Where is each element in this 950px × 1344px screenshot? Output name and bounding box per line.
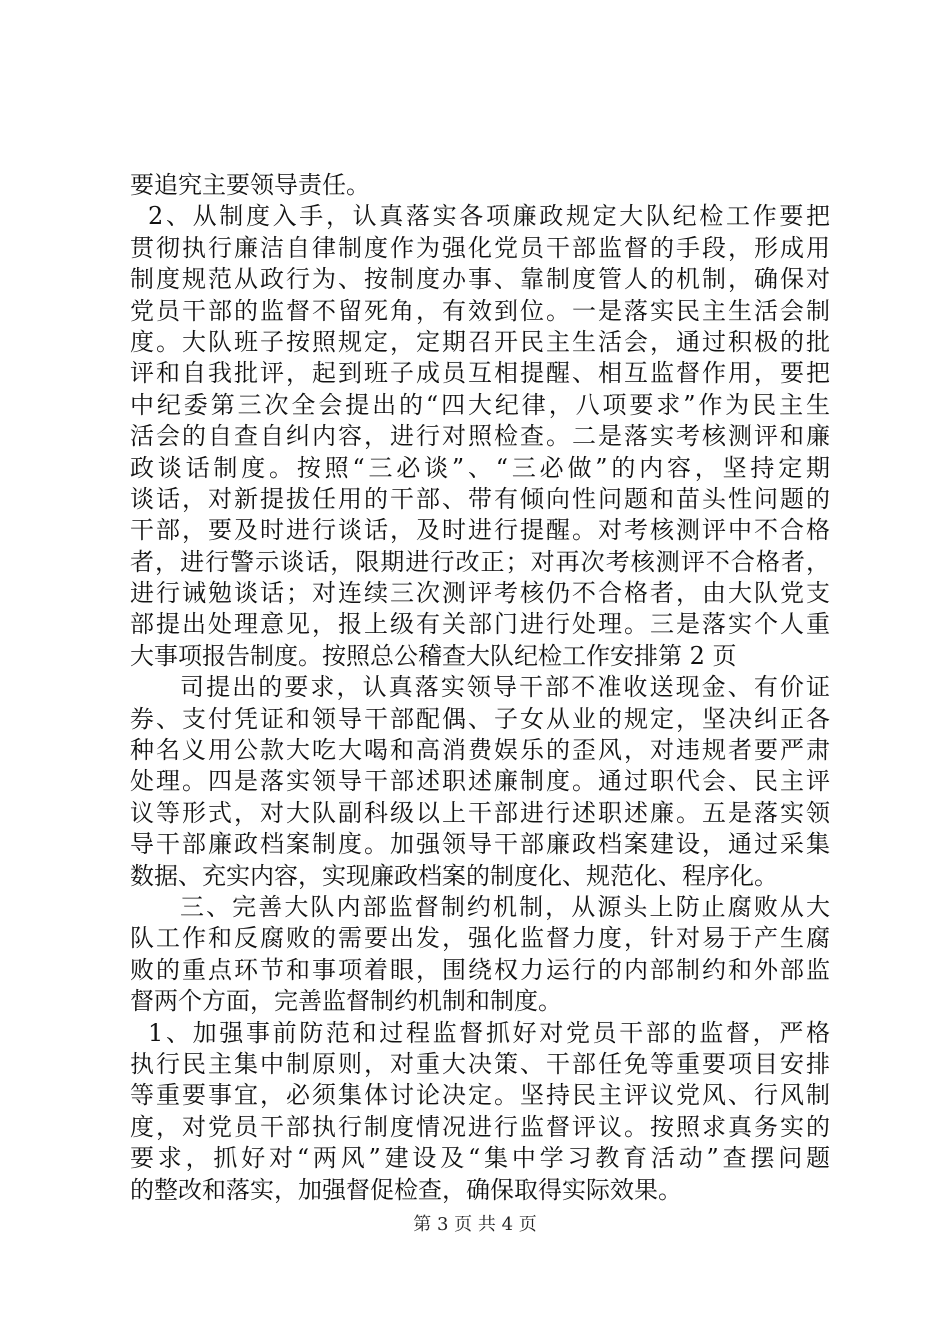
text-line: 度。大队班子按照规定，定期召开民主生活会，通过积极的批: [130, 327, 830, 356]
text-line: 三、完善大队内部监督制约机制，从源头上防止腐败从大: [180, 892, 830, 921]
text-line: 中纪委第三次全会提出的“四大纪律，八项要求”作为民主生: [130, 390, 830, 419]
text-line: 督两个方面，完善监督制约机制和制度。: [130, 987, 562, 1016]
text-line: 执行民主集中制原则，对重大决策、干部任免等重要项目安排: [130, 1049, 830, 1078]
text-line: 的整改和落实，加强督促检查，确保取得实际效果。: [130, 1175, 682, 1204]
text-line: 度，对党员干部执行制度情况进行监督评议。按照求真务实的: [130, 1112, 830, 1141]
page-footer: 第 3 页 共 4 页: [413, 1214, 537, 1235]
text-line: 贯彻执行廉洁自律制度作为强化党员干部监督的手段，形成用: [130, 233, 830, 262]
text-line: 干部，要及时进行谈话，及时进行提醒。对考核测评中不合格: [130, 516, 830, 545]
text-line: 败的重点环节和事项着眼，围绕权力运行的内部制约和外部监: [130, 955, 830, 984]
text-line: 导干部廉政档案制度。加强领导干部廉政档案建设，通过采集: [130, 830, 830, 859]
text-line: 种名义用公款大吃大喝和高消费娱乐的歪风，对违规者要严肃: [130, 736, 830, 765]
text-line: 2、从制度入手，认真落实各项廉政规定大队纪检工作要把: [148, 202, 830, 231]
text-line: 活会的自查自纠内容，进行对照检查。二是落实考核测评和廉: [130, 422, 830, 451]
text-line: 部提出处理意见，报上级有关部门进行处理。三是落实个人重: [130, 610, 830, 639]
text-line: 券、支付凭证和领导干部配偶、子女从业的规定，坚决纠正各: [130, 704, 830, 733]
text-line: 要追究主要领导责任。: [130, 171, 370, 199]
text-line: 大事项报告制度。按照总公稽查大队纪检工作安排第 2 页: [130, 641, 737, 670]
text-line: 者，进行警示谈话，限期进行改正；对再次考核测评不合格者，: [130, 547, 830, 576]
text-line: 队工作和反腐败的需要出发，强化监督力度，针对易于产生腐: [130, 924, 830, 953]
text-line: 数据、充实内容，实现廉政档案的制度化、规范化、程序化。: [130, 861, 778, 890]
text-line: 处理。四是落实领导干部述职述廉制度。通过职代会、民主评: [130, 767, 830, 796]
text-line: 谈话，对新提拔任用的干部、带有倾向性问题和苗头性问题的: [130, 484, 830, 513]
text-line: 党员干部的监督不留死角，有效到位。一是落实民主生活会制: [130, 296, 830, 325]
text-line: 司提出的要求，认真落实领导干部不准收送现金、有价证: [180, 673, 830, 702]
text-line: 政谈话制度。按照“三必谈”、“三必做”的内容，坚持定期: [130, 453, 830, 482]
text-line: 进行诫勉谈话；对连续三次测评考核仍不合格者，由大队党支: [130, 579, 830, 608]
text-line: 制度规范从政行为、按制度办事、靠制度管人的机制，确保对: [130, 265, 830, 294]
text-line: 1、加强事前防范和过程监督抓好对党员干部的监督，严格: [148, 1018, 830, 1047]
text-line: 要求，抓好对“两风”建设及“集中学习教育活动”查摆问题: [130, 1144, 830, 1173]
document-body: [130, 170, 830, 1206]
text-line: 议等形式，对大队副科级以上干部进行述职述廉。五是落实领: [130, 798, 830, 827]
text-line: 等重要事宜，必须集体讨论决定。坚持民主评议党风、行风制: [130, 1081, 830, 1110]
text-line: 评和自我批评，起到班子成员互相提醒、相互监督作用，要把: [130, 359, 830, 388]
